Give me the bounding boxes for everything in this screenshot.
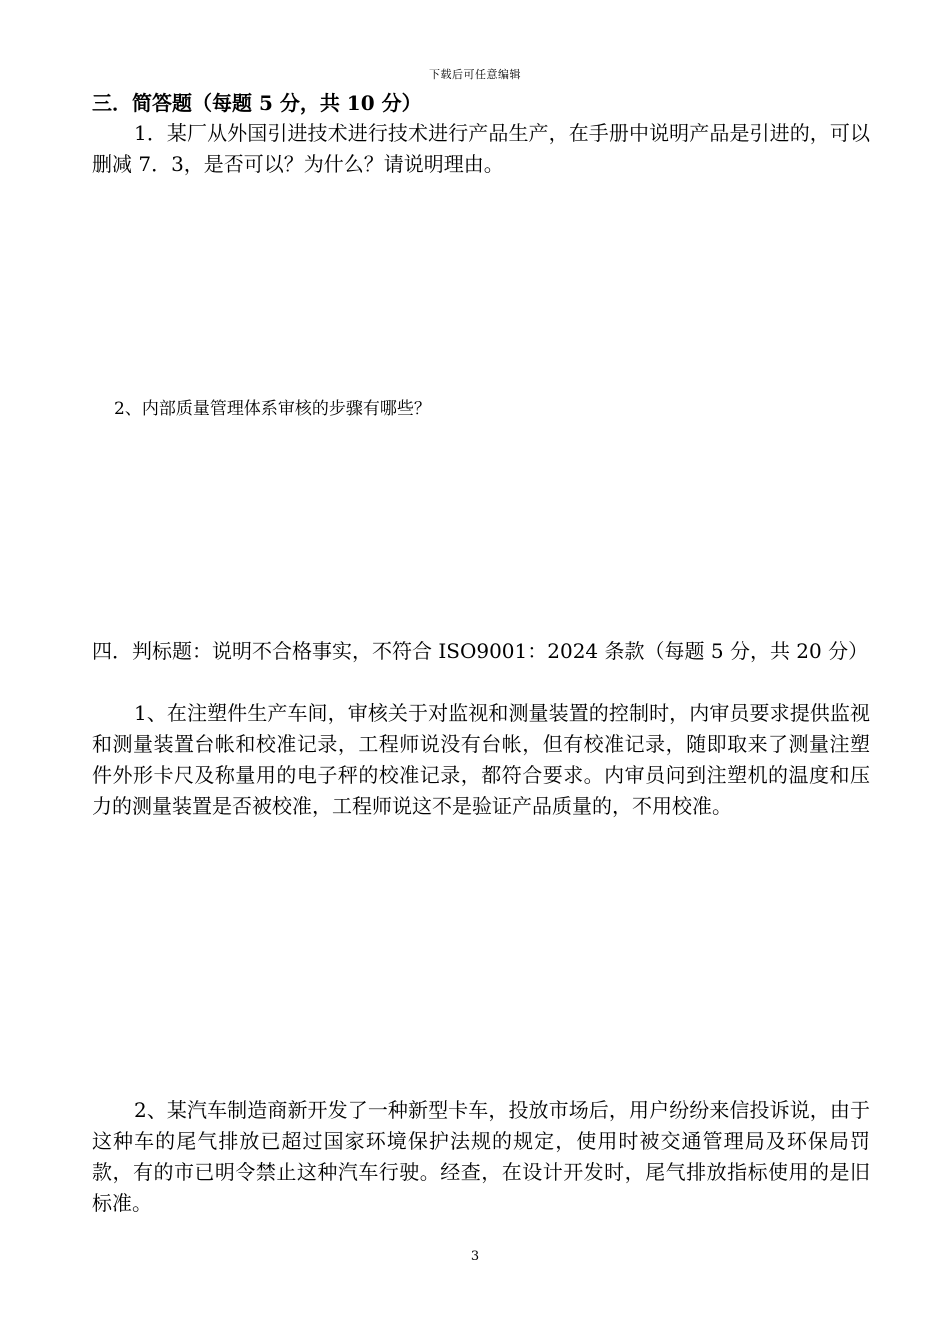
section4-title: 四．判标题：说明不合格事实，不符合 ISO9001：2024 条款（每题 5 分，共 20 分） (92, 639, 869, 663)
page-number: 3 (470, 1249, 480, 1264)
header-note: 下载后可任意编辑 (429, 68, 521, 81)
section4-question-1: 1、在注塑件生产车间，审核关于对监视和测量装置的控制时，内审员要求提供监视和测量装置台帐和校准记录，工程师说没有台帐，但有校准记录，随即取来了测量注塑件外形卡尺及称量用的电子秤的校准记录，都符合要求。内审员问到注塑机的温度和压力的测量装置是否被校准，工程师说这不是验证产品质量的，不用校准。 (92, 701, 870, 818)
section4-question-2: 2、某汽车制造商新开发了一种新型卡车，投放市场后，用户纷纷来信投诉说，由于这种车的尾气排放已超过国家环境保护法规的规定，使用时被交通管理局及环保局罚款，有的市已明令禁止这种汽车行驶。经查，在设计开发时，尾气排放指标使用的是旧标准。 (92, 1098, 870, 1215)
section3-question-2: 2、内部质量管理体系审核的步骤有哪些？ (114, 399, 431, 419)
section3-title: 三．简答题（每题 5 分，共 10 分） (92, 91, 422, 115)
section3-question-1: 1．某厂从外国引进技术进行技术进行产品生产，在手册中说明产品是引进的，可以删减 7．3，是否可以？为什么？请说明理由。 (92, 121, 870, 176)
